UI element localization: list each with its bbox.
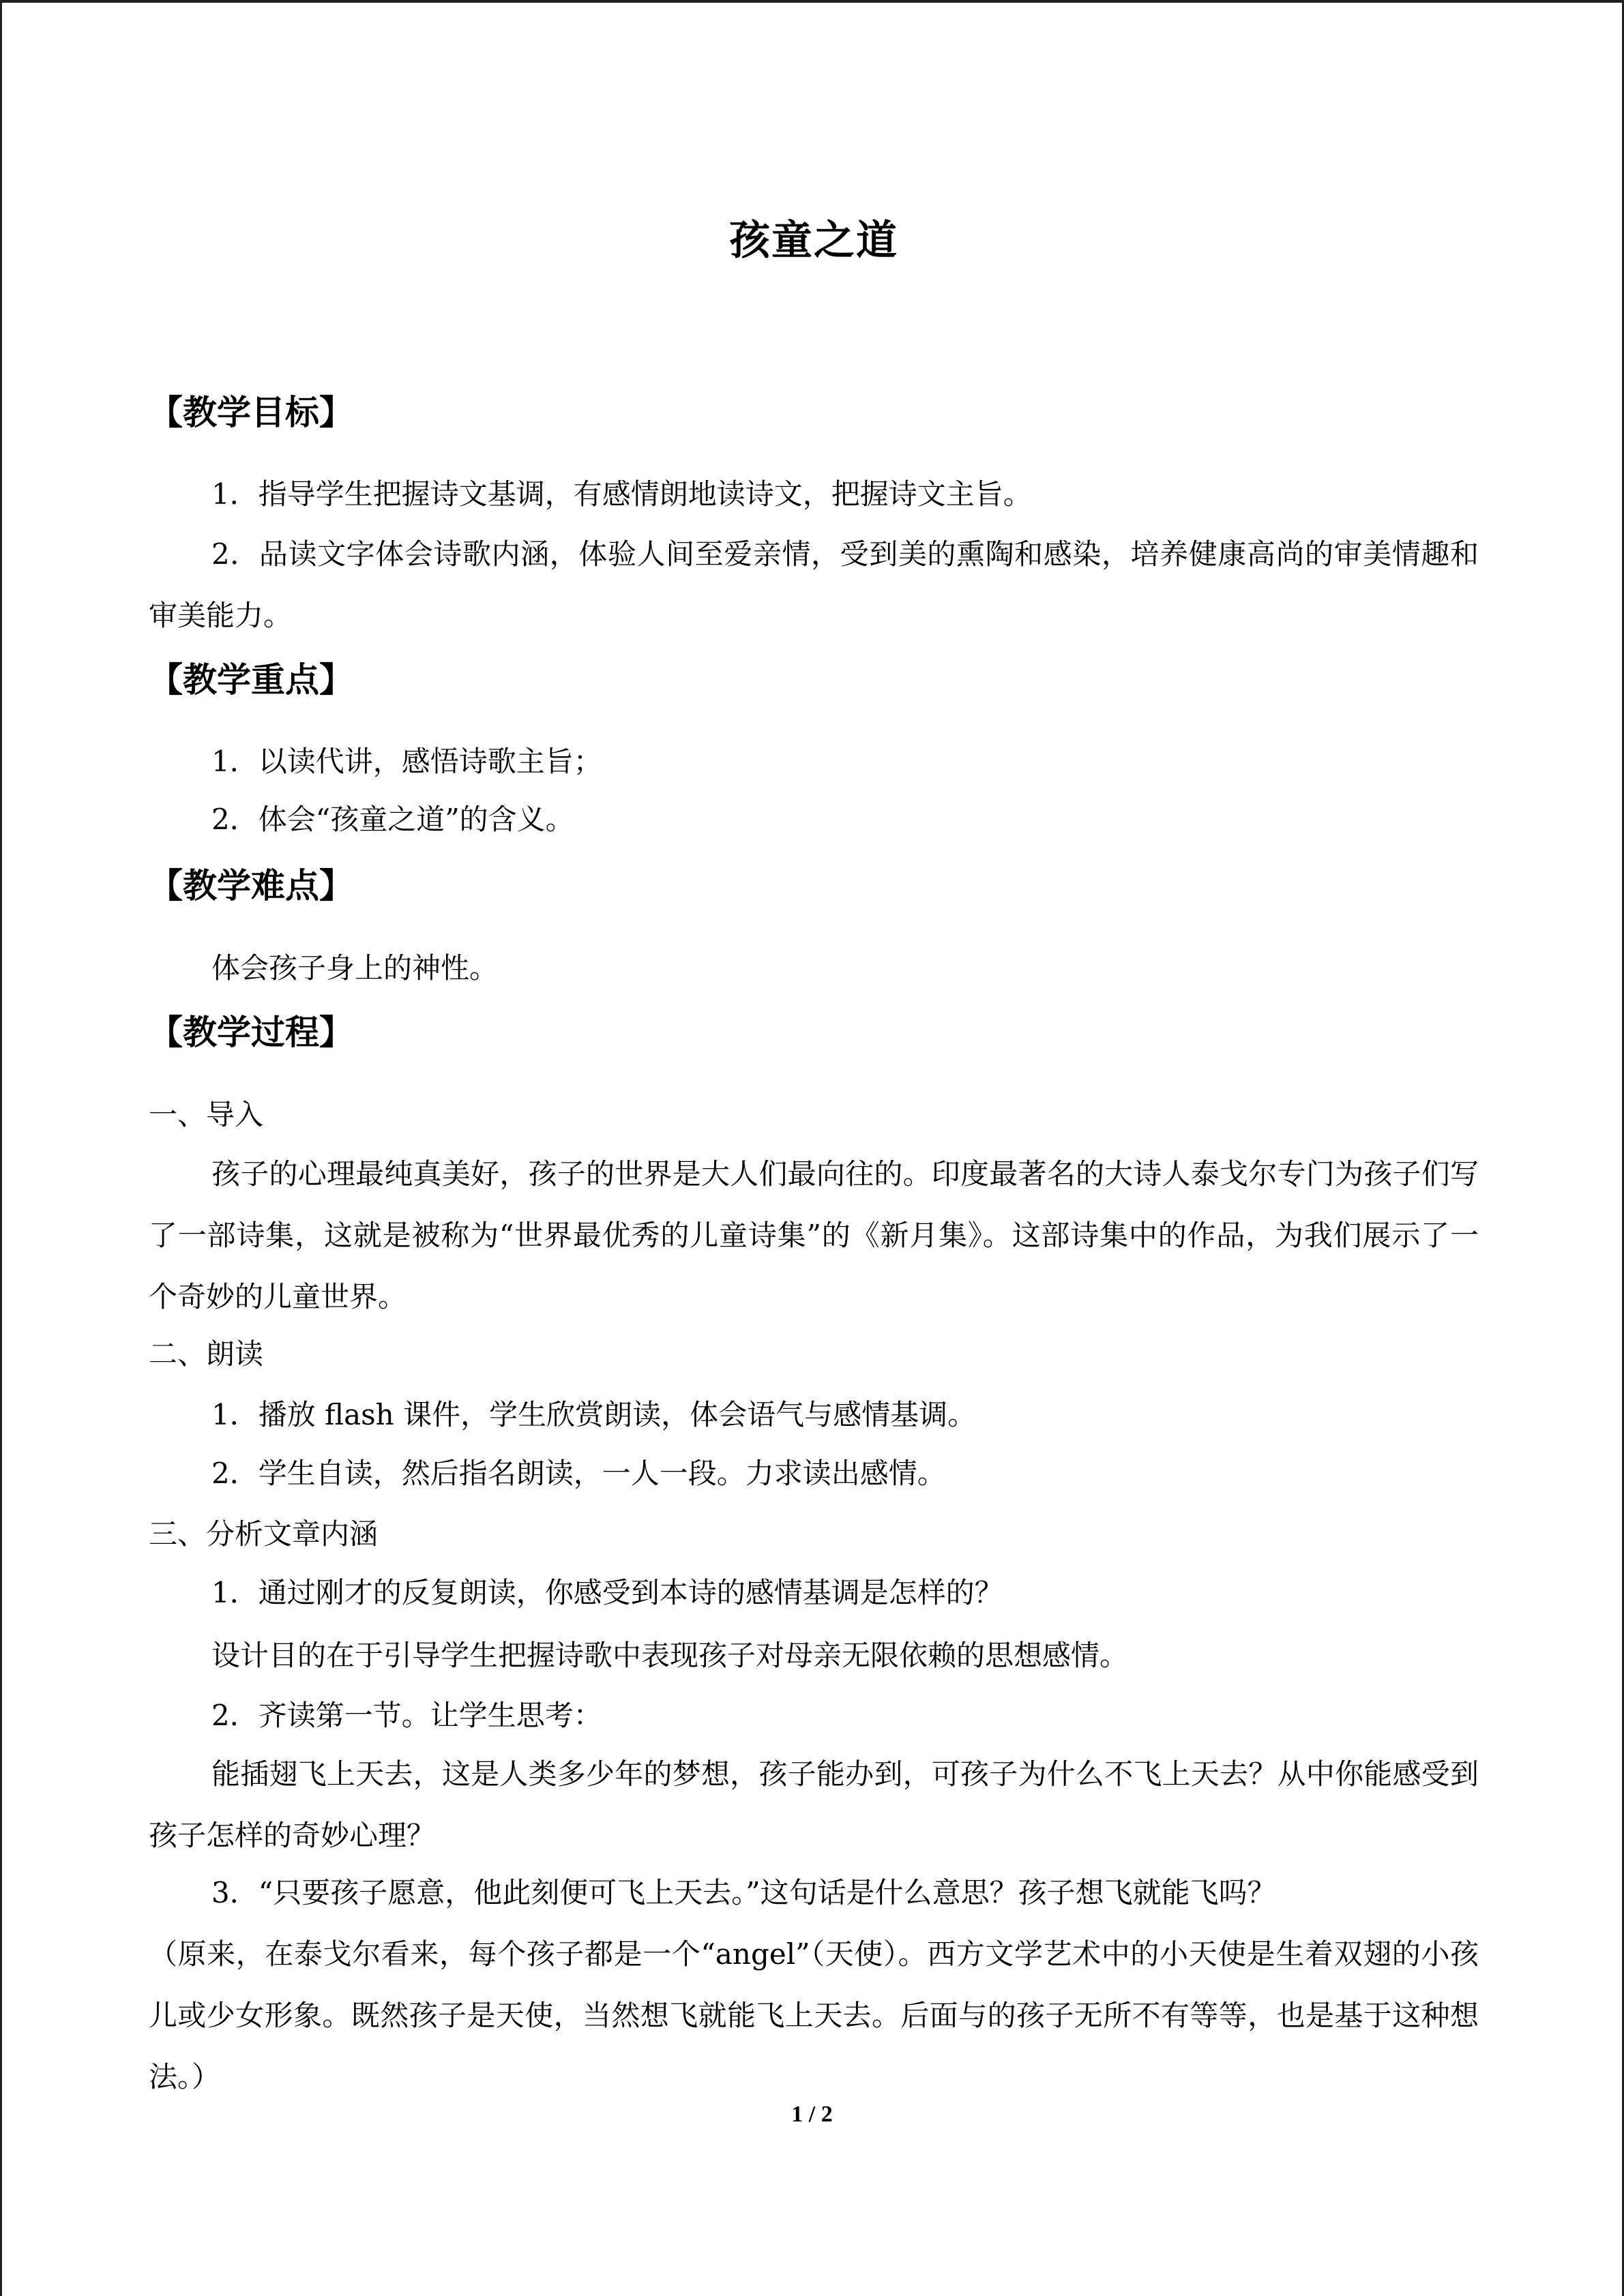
page-title: 孩童之道 <box>729 217 898 265</box>
page-border-top <box>0 0 1624 3</box>
page-border-left <box>0 0 2 2296</box>
process-part3-q2: 2．齐读第一节。让学生思考： <box>211 1699 602 1732</box>
process-part3-q3-answer: （原来，在泰戈尔看来，每个孩子都是一个“angel”（天使）。西方文学艺术中的小天使是生着双翅的小孩儿或少女形象。既然孩子是天使，当然想飞就能飞上天去。后面与的孩子无所不有等等，也是基于这种想法。） <box>149 1937 1479 2093</box>
key-point-item-1: 1．以读代讲，感悟诗歌主旨； <box>211 745 602 778</box>
process-part2-item-1: 1．播放 flash 课件，学生欣赏朗读，体会语气与感情基调。 <box>211 1398 977 1431</box>
process-part1-text: 孩子的心理最纯真美好，孩子的世界是大人们最向往的。印度最著名的大诗人泰戈尔专门为孩子们写了一部诗集，这就是被称为“世界最优秀的儿童诗集”的《新月集》。这部诗集中的作品，为我们展示了一个奇妙的儿童世界。 <box>149 1157 1479 1313</box>
process-part3-q2-text: 能插翅飞上天去，这是人类多少年的梦想，孩子能办到，可孩子为什么不飞上天去？从中你能感受到孩子怎样的奇妙心理？ <box>149 1757 1479 1852</box>
page-number: 1 / 2 <box>791 2102 833 2127</box>
process-part3-q1-note: 设计目的在于引导学生把握诗歌中表现孩子对母亲无限依赖的思想感情。 <box>211 1639 1129 1672</box>
process-part2-label: 二、朗读 <box>149 1337 264 1371</box>
objective-item-1: 1．指导学生把握诗文基调，有感情朗地读诗文，把握诗文主旨。 <box>211 477 1032 511</box>
process-part3-q3: 3．“只要孩子愿意，他此刻便可飞上天去。”这句话是什么意思？孩子想飞就能飞吗？ <box>211 1876 1276 1909</box>
difficulty-item-1: 体会孩子身上的神性。 <box>211 951 499 985</box>
process-part3-label: 三、分析文章内涵 <box>149 1517 379 1551</box>
heading-difficulties: 【教学难点】 <box>149 866 353 906</box>
process-part1-label: 一、导入 <box>149 1098 264 1131</box>
heading-key-points: 【教学重点】 <box>149 660 353 700</box>
process-part3-q1: 1．通过刚才的反复朗读，你感受到本诗的感情基调是怎样的？ <box>211 1576 1003 1609</box>
process-part2-item-2: 2．学生自读，然后指名朗读，一人一段。力求读出感情。 <box>211 1457 946 1490</box>
key-point-item-2: 2．体会“孩童之道”的含义。 <box>211 803 574 836</box>
objective-item-2: 2．品读文字体会诗歌内涵，体验人间至爱亲情，受到美的熏陶和感染，培养健康高尚的审美情趣和审美能力。 <box>149 537 1479 632</box>
heading-objectives: 【教学目标】 <box>149 393 353 432</box>
heading-process: 【教学过程】 <box>149 1013 353 1052</box>
